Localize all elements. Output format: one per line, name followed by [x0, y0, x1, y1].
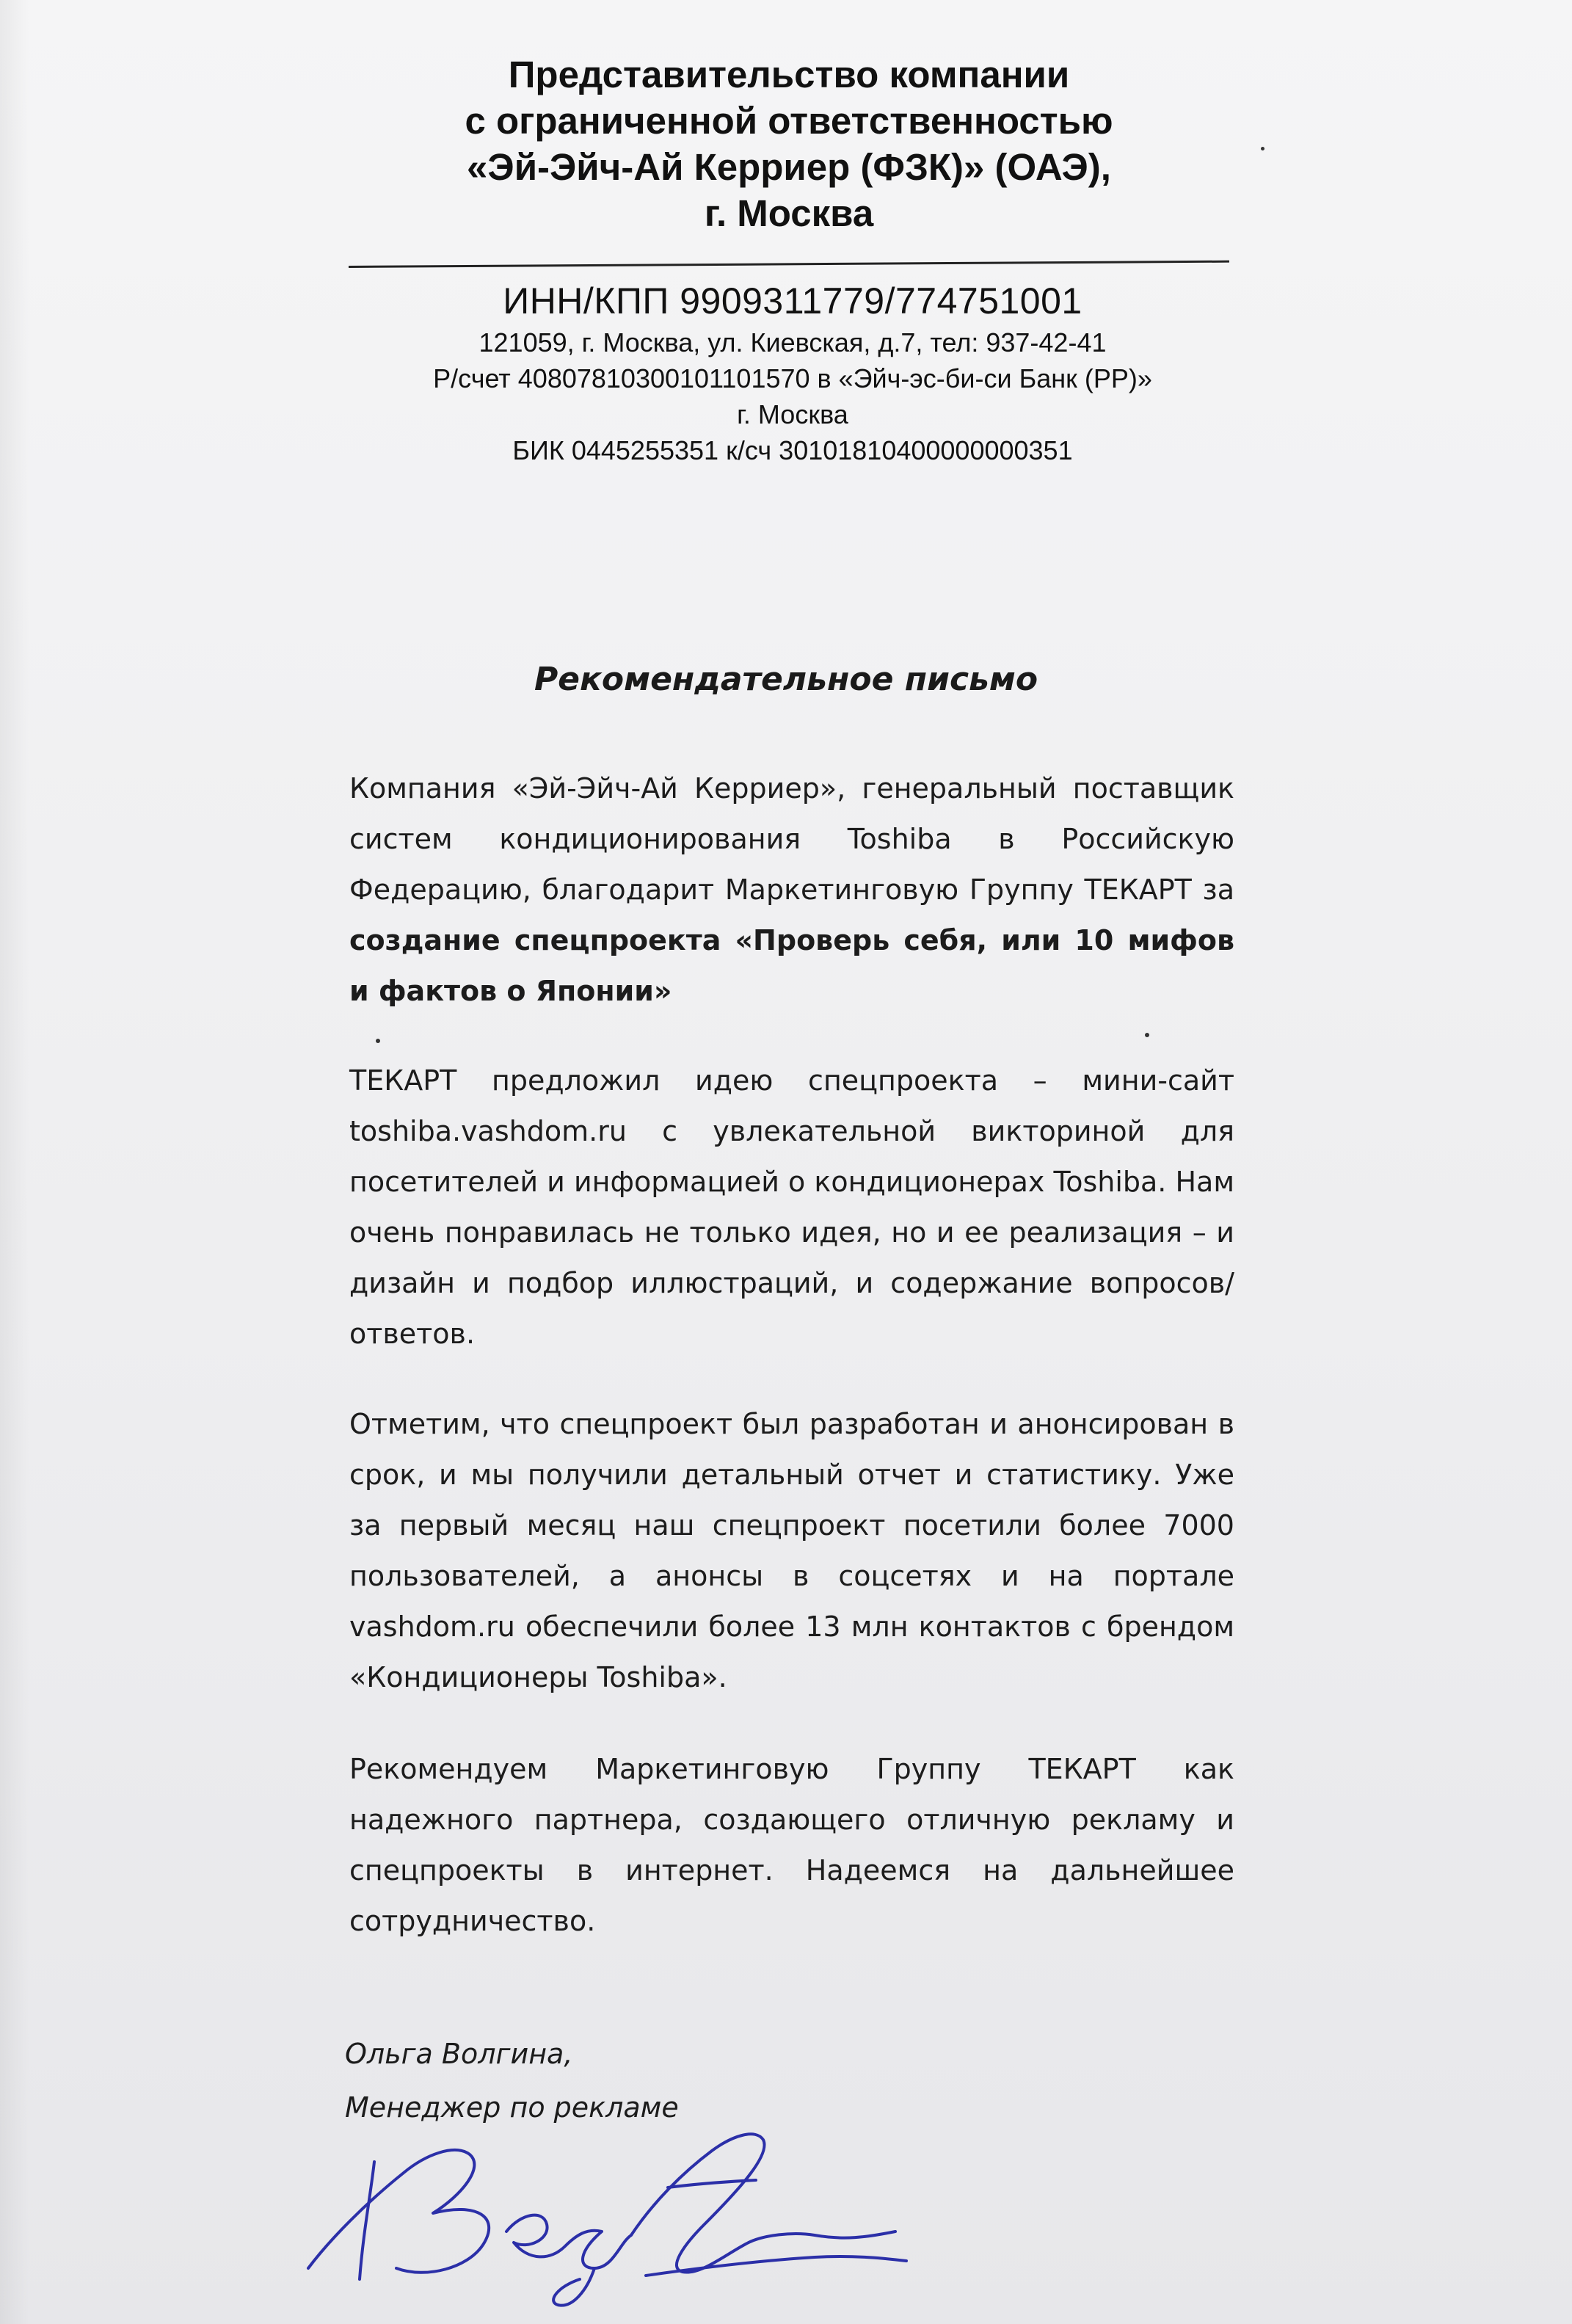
paper-shadow: [0, 0, 29, 2324]
inn-kpp: ИНН/КПП 9909311779/774751001: [503, 280, 1082, 322]
handwritten-signature: [286, 2085, 917, 2320]
signature-stroke: [360, 2162, 374, 2279]
paragraph-4: Рекомендуем Маркетинговую Группу ТЕКАРТ как надежного партнера, создающего отличную рекламу и спецпроекты в интернет. Надеемся на дальнейшее сотрудничество.: [349, 1753, 1234, 1937]
paper-speck: [376, 1039, 380, 1043]
org-city: г. Москва: [704, 192, 874, 234]
paper-speck: [1145, 1033, 1149, 1037]
paper-speck: [1261, 147, 1264, 150]
signature-stroke: [553, 2268, 594, 2306]
org-name-line-3: «Эй-Эйч-Ай Керриер (ФЗК)» (ОАЭ),: [467, 146, 1111, 188]
paragraph-3: Отметим, что спецпроект был разработан и анонсирован в срок, и мы получили детальный отчет и статистику. Уже за первый месяц наш спецпроект посетили более 7000 пользователей, а анонсы в соцсетях и на портале vashdom.ru обеспечили более 13 млн контактов с брендом «Кондиционеры Toshiba».: [349, 1408, 1234, 1693]
signer-position: Менеджер по рекламе: [345, 2091, 679, 2124]
paragraph-1: [349, 763, 1234, 1017]
signer-name: Ольга Волгина,: [345, 2038, 573, 2070]
signature-stroke: [506, 2215, 631, 2268]
paragraph-1-text: Компания «Эй-Эйч-Ай Керриер», генеральный поставщик систем кондиционирования Toshiba в Российскую Федерацию, благодарит Маркетинговую Группу ТЕКАРТ за: [349, 772, 1234, 906]
org-name-line-1: Представительство компании: [508, 54, 1070, 95]
company-requisites: [323, 277, 1262, 468]
signature-stroke: [631, 2134, 765, 2272]
bank-city-line: г. Москва: [737, 399, 848, 429]
letterhead-divider: [349, 261, 1229, 268]
bank-account-line: Р/счет 40807810300101101570 в «Эйч-эс-би-си Банк (РР)»: [433, 363, 1152, 393]
org-name-line-2: с ограниченной ответственностью: [465, 100, 1113, 142]
signature-stroke: [749, 2232, 895, 2243]
letter-title: Рекомендательное письмо: [534, 661, 1038, 698]
bik-line: БИК 0445255351 к/сч 30101810400000000351: [512, 435, 1073, 465]
paragraph-2: ТЕКАРТ предложил идею спецпроекта – мини-сайт toshiba.vashdom.ru с увлекательной викториной для посетителей и информацией о кондиционерах Toshiba. Нам очень понравилась не только идея, но и ее реализация – и дизайн и подбор иллюстраций, и содержание вопросов/ответов.: [349, 1064, 1234, 1350]
address-line: 121059, г. Москва, ул. Киевская, д.7, тел: 937-42-41: [478, 327, 1107, 357]
letterhead: [345, 51, 1233, 236]
signature-stroke: [308, 2150, 489, 2273]
paragraph-1-bold: создание спецпроекта «Проверь себя, или 10 мифов и фактов о Японии»: [349, 924, 1234, 1007]
